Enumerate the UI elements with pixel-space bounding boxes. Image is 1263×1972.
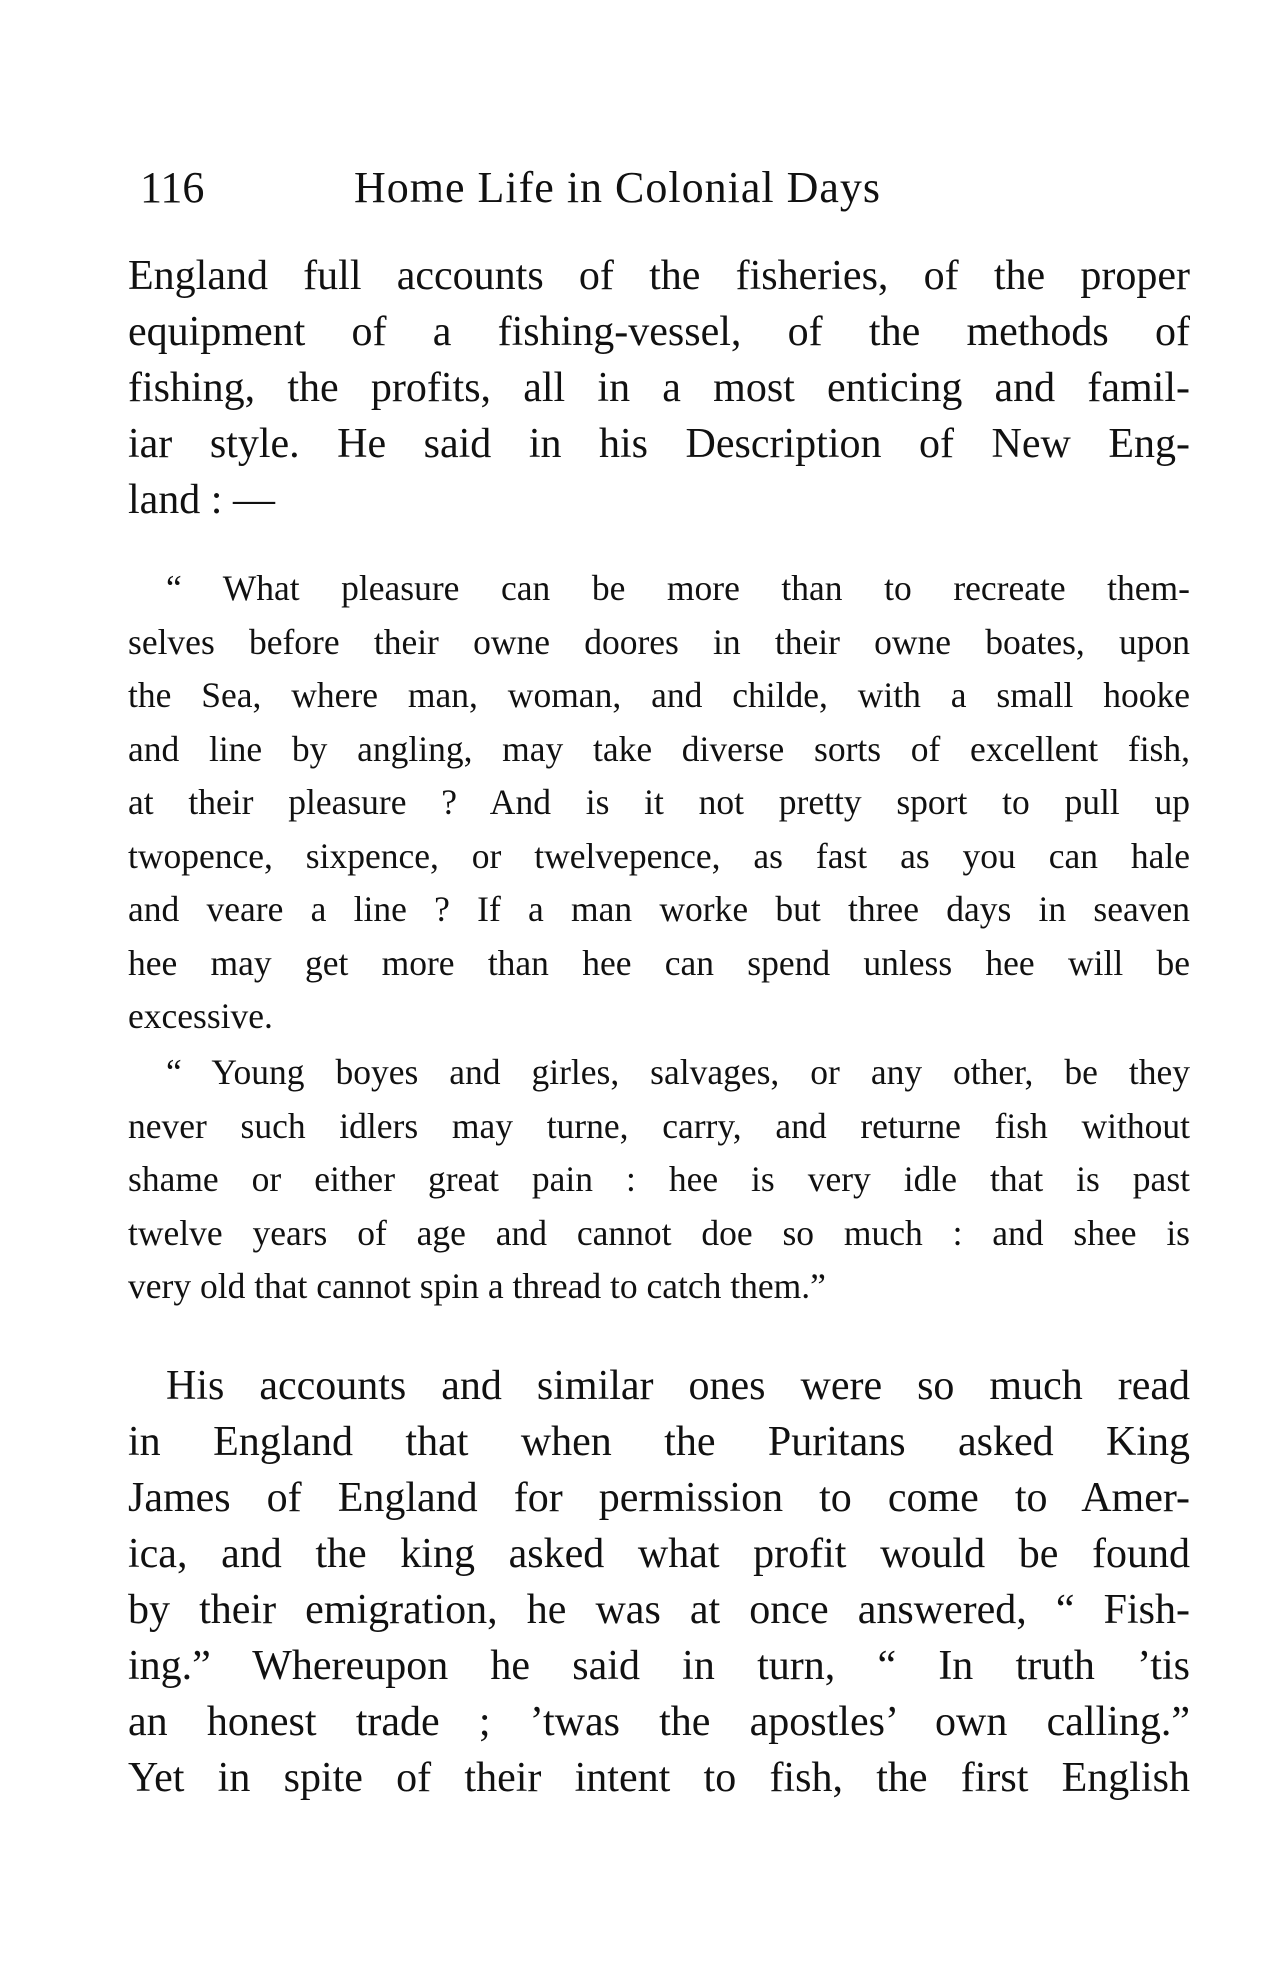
text-line: an honest trade ; ’twas the apostles’ own calling.” bbox=[128, 1699, 1190, 1745]
paragraph-puritans bbox=[128, 1358, 1190, 1806]
text-line: the Sea, where man, woman, and childe, with a small hooke bbox=[128, 675, 1190, 715]
text-line: twopence, sixpence, or twelvepence, as fast as you can hale bbox=[128, 835, 1190, 876]
running-head bbox=[140, 158, 1190, 218]
text-line: excessive. bbox=[128, 996, 273, 1036]
text-line: and line by angling, may take diverse sorts of excellent fish, bbox=[128, 728, 1190, 769]
text-line: “ What pleasure can be more than to recreate them- bbox=[166, 568, 1190, 608]
text-line: land : — bbox=[128, 477, 275, 523]
quotation-young-boyes bbox=[128, 1046, 1190, 1314]
page-number: 116 bbox=[140, 163, 205, 212]
paragraph-smith-accounts bbox=[128, 248, 1190, 528]
text-line: in England that when the Puritans asked King bbox=[128, 1419, 1190, 1465]
quotation-what-pleasure bbox=[128, 562, 1190, 1044]
text-line: fishing, the profits, all in a most enticing and famil- bbox=[128, 365, 1190, 411]
text-line: iar style. He said in his Description of New Eng- bbox=[128, 421, 1190, 467]
text-line: never such idlers may turne, carry, and returne fish without bbox=[128, 1105, 1190, 1146]
text-line: Yet in spite of their intent to fish, the first English bbox=[128, 1755, 1190, 1801]
text-line: England full accounts of the fisheries, of the proper bbox=[128, 253, 1190, 299]
text-line: ing.” Whereupon he said in turn, “ In truth ’tis bbox=[128, 1643, 1190, 1689]
text-line: twelve years of age and cannot doe so much : and shee is bbox=[128, 1212, 1190, 1253]
text-line: shame or either great pain : hee is very idle that is past bbox=[128, 1159, 1190, 1199]
text-line: very old that cannot spin a thread to catch them.” bbox=[128, 1266, 826, 1306]
text-line: by their emigration, he was at once answered, “ Fish- bbox=[128, 1587, 1190, 1633]
text-line: His accounts and similar ones were so much read bbox=[166, 1363, 1190, 1409]
text-line: equipment of a fishing-vessel, of the methods of bbox=[128, 309, 1190, 355]
text-line: ica, and the king asked what profit would be found bbox=[128, 1531, 1190, 1577]
text-line: selves before their owne doores in their owne boates, upon bbox=[128, 621, 1190, 662]
text-line: and veare a line ? If a man worke but three days in seaven bbox=[128, 889, 1190, 929]
text-line: at their pleasure ? And is it not pretty sport to pull up bbox=[128, 782, 1190, 822]
text-line: hee may get more than hee can spend unless hee will be bbox=[128, 942, 1190, 983]
text-line: James of England for permission to come to Amer- bbox=[128, 1475, 1190, 1521]
text-line: “ Young boyes and girles, salvages, or any other, be they bbox=[166, 1052, 1190, 1092]
running-title: Home Life in Colonial Days bbox=[354, 163, 882, 212]
